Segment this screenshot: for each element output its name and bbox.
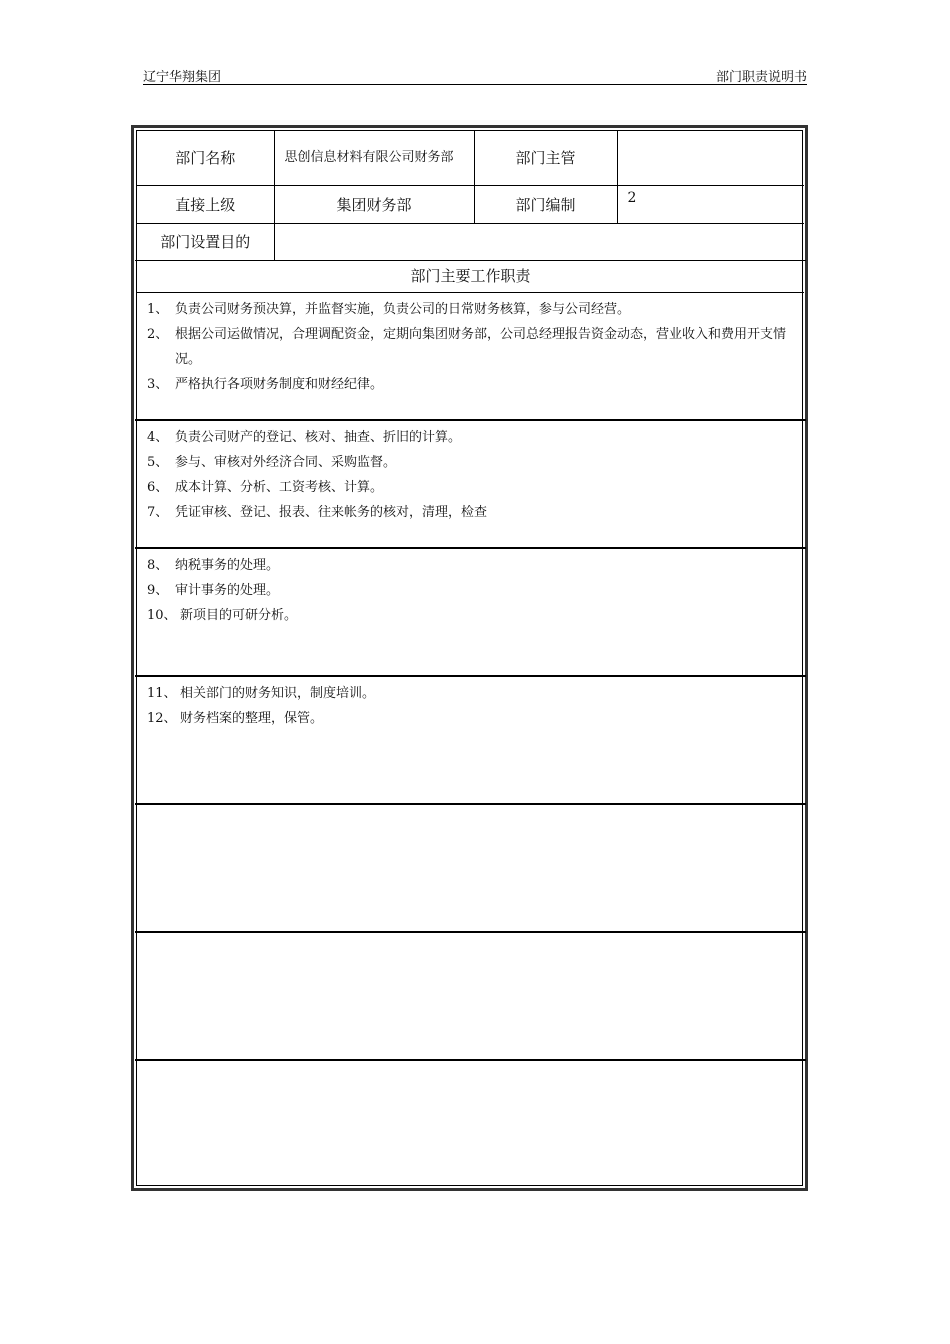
page-header bbox=[143, 64, 807, 85]
duty-item bbox=[147, 500, 794, 525]
company-name: 辽宁华翔集团 bbox=[143, 70, 222, 85]
duty-item-text: 根据公司运做情况，合理调配资金，定期向集团财务部，公司总经理报告资金动态，营业收入和费用开支情况。 bbox=[175, 327, 787, 367]
superior-label: 直接上级 bbox=[137, 185, 274, 223]
dept-name-label: 部门名称 bbox=[137, 131, 274, 185]
headcount-label: 部门编制 bbox=[474, 185, 617, 223]
duty-item-text: 相关部门的财务知识，制度培训。 bbox=[180, 686, 376, 701]
duty-item-number: 3、 bbox=[147, 377, 169, 392]
duty-item-number: 8、 bbox=[147, 558, 169, 573]
duty-item bbox=[147, 475, 794, 500]
duty-item-number: 6、 bbox=[147, 480, 169, 495]
duty-item-text: 纳税事务的处理。 bbox=[175, 558, 280, 573]
dept-name-value: 思创信息材料有限公司财务部 bbox=[274, 131, 474, 185]
duty-block-2 bbox=[137, 421, 804, 547]
duty-item bbox=[147, 603, 794, 628]
duty-item-number: 9、 bbox=[147, 583, 169, 598]
duty-item bbox=[147, 553, 794, 578]
duty-block-7-empty bbox=[137, 1061, 804, 1187]
duty-block-6-empty bbox=[137, 933, 804, 1059]
manager-label: 部门主管 bbox=[474, 131, 617, 185]
purpose-value bbox=[274, 223, 804, 260]
duty-block-4 bbox=[137, 677, 804, 803]
duty-item-number: 7、 bbox=[147, 505, 169, 520]
document-title: 部门职责说明书 bbox=[715, 70, 807, 85]
duty-item-number: 11、 bbox=[147, 686, 177, 701]
duty-item bbox=[147, 578, 794, 603]
duty-item-text: 严格执行各项财务制度和财经纪律。 bbox=[175, 377, 384, 392]
duty-item bbox=[147, 681, 794, 706]
duty-item-text: 新项目的可研分析。 bbox=[180, 608, 298, 623]
duty-block-5-empty bbox=[137, 805, 804, 931]
duty-item bbox=[147, 425, 794, 450]
dept-info-table bbox=[137, 131, 804, 261]
purpose-label: 部门设置目的 bbox=[137, 223, 274, 260]
duty-item bbox=[147, 706, 794, 731]
duty-item-text: 参与、审核对外经济合同、采购监督。 bbox=[175, 455, 397, 470]
duty-item bbox=[147, 450, 794, 475]
duty-block-1 bbox=[137, 293, 804, 419]
duty-item-text: 审计事务的处理。 bbox=[175, 583, 280, 598]
duty-item-number: 4、 bbox=[147, 430, 169, 445]
duty-item-number: 2、 bbox=[147, 327, 169, 342]
duty-item-text: 凭证审核、登记、报表、往来帐务的核对，清理，检查 bbox=[175, 505, 488, 520]
duty-item-number: 1、 bbox=[147, 302, 169, 317]
duty-item bbox=[147, 372, 794, 397]
duty-item bbox=[147, 297, 794, 322]
duty-item bbox=[147, 322, 794, 372]
duties-form bbox=[131, 125, 808, 1191]
duty-item-text: 负责公司财产的登记、核对、抽查、折旧的计算。 bbox=[175, 430, 462, 445]
superior-value: 集团财务部 bbox=[274, 185, 474, 223]
duty-block-3 bbox=[137, 549, 804, 675]
duty-item-text: 财务档案的整理，保管。 bbox=[180, 711, 324, 726]
headcount-value: 2 bbox=[617, 185, 804, 223]
duty-item-text: 成本计算、分析、工资考核、计算。 bbox=[175, 480, 384, 495]
duty-item-number: 12、 bbox=[147, 711, 177, 726]
duty-item-number: 10、 bbox=[147, 608, 177, 623]
duties-title: 部门主要工作职责 bbox=[137, 261, 804, 293]
duty-item-number: 5、 bbox=[147, 455, 169, 470]
manager-value bbox=[617, 131, 804, 185]
duty-item-text: 负责公司财务预决算，并监督实施，负责公司的日常财务核算，参与公司经营。 bbox=[175, 302, 631, 317]
